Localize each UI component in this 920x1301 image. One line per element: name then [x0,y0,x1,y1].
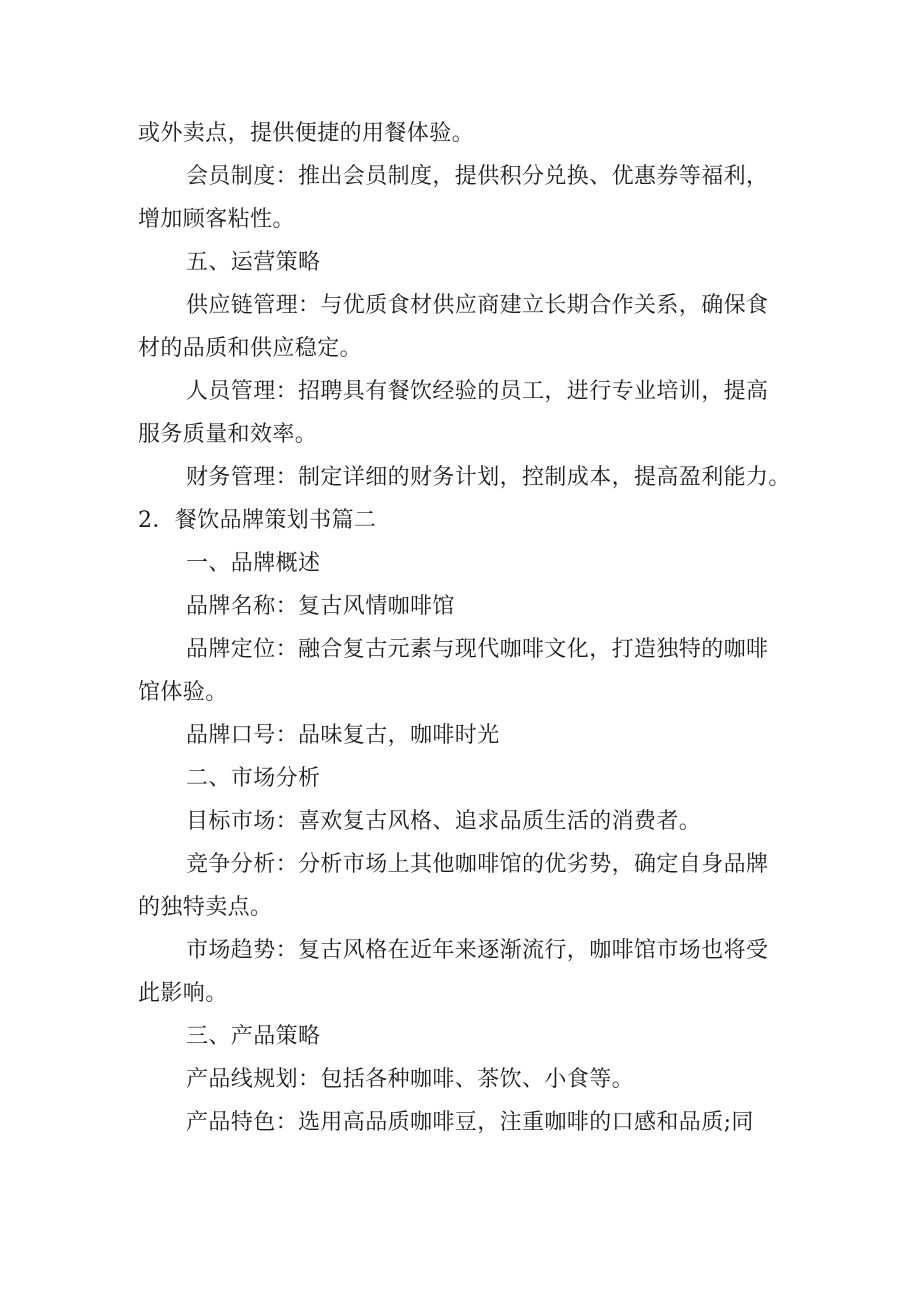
paragraph-brand-positioning: 品牌定位：融合复古元素与现代咖啡文化，打造独特的咖啡 [186,637,769,662]
section-heading-brand-overview: 一、品牌概述 [186,551,321,576]
section-heading-product-strategy: 三、产品策略 [186,1024,321,1049]
paragraph-supply-chain: 供应链管理：与优质食材供应商建立长期合作关系，确保食 [186,293,769,318]
paragraph-brand-slogan: 品牌口号：品味复古，咖啡时光 [186,723,500,748]
paragraph-competition: 竞争分析：分析市场上其他咖啡馆的优劣势，确定自身品牌 [186,852,769,877]
section-heading-market-analysis: 二、市场分析 [186,766,321,791]
paragraph-line: 材的品质和供应稳定。 [138,336,363,361]
paragraph-line: 馆体验。 [138,680,228,705]
paragraph-line: 的独特卖点。 [138,895,273,920]
paragraph-brand-name: 品牌名称：复古风情咖啡馆 [186,594,455,619]
paragraph-line: 服务质量和效率。 [138,422,318,447]
paragraph-line: 增加顾客粘性。 [138,207,295,232]
paragraph-product-line: 产品线规划：包括各种咖啡、茶饮、小食等。 [186,1067,635,1092]
document-body [138,112,791,1144]
paragraph-staff-management: 人员管理：招聘具有餐饮经验的员工，进行专业培训，提高 [186,379,769,404]
paragraph-line: 或外卖点，提供便捷的用餐体验。 [138,121,475,146]
section-heading-operations: 五、运营策略 [186,250,321,275]
paragraph-membership: 会员制度：推出会员制度，提供积分兑换、优惠券等福利， [186,164,769,189]
paragraph-target-market: 目标市场：喜欢复古风格、追求品质生活的消费者。 [186,809,702,834]
paragraph-finance: 财务管理：制定详细的财务计划，控制成本，提高盈利能力。 [186,465,791,490]
paragraph-product-features: 产品特色：选用高品质咖啡豆，注重咖啡的口感和品质;同 [186,1110,754,1135]
paragraph-market-trend: 市场趋势：复古风格在近年来逐渐流行，咖啡馆市场也将受 [186,938,769,963]
chapter-heading: 2．餐饮品牌策划书篇二 [138,508,377,533]
paragraph-line: 此影响。 [138,981,228,1006]
